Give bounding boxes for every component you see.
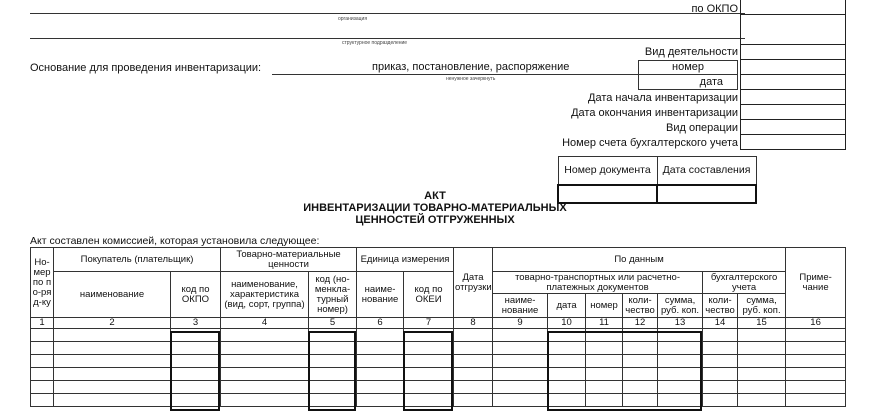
table-cell[interactable] [703,394,738,407]
table-cell[interactable] [221,329,309,342]
table-cell[interactable] [221,394,309,407]
table-cell[interactable] [404,381,454,394]
table-cell[interactable] [586,355,623,368]
table-cell[interactable] [357,381,404,394]
table-cell[interactable] [658,381,703,394]
table-cell[interactable] [171,381,221,394]
doc-number-header: Номер документа [558,157,657,185]
table-cell[interactable] [738,394,786,407]
table-cell[interactable] [31,368,54,381]
basis-caption: ненужное зачеркнуть [446,76,496,82]
table-cell[interactable] [586,381,623,394]
activity-label: Вид деятельности [644,46,738,58]
table-cell[interactable] [658,368,703,381]
table-cell[interactable] [738,329,786,342]
table-cell[interactable] [623,394,658,407]
table-cell[interactable] [54,342,171,355]
col-num: 5 [309,318,357,329]
column-number-row [31,318,846,329]
table-cell[interactable] [493,381,548,394]
header-goods-name: наименование, характеристика (вид, сорт, группа) [221,272,309,318]
header-note: Приме-чание [786,248,846,318]
col-num: 9 [493,318,548,329]
table-cell[interactable] [54,368,171,381]
basis-line [272,74,638,75]
header-t-date: дата [548,294,586,318]
table-cell[interactable] [357,368,404,381]
header-unit: Единица измерения [357,248,454,272]
document-title [0,190,870,226]
table-cell[interactable] [404,368,454,381]
table-cell[interactable] [309,355,357,368]
table-cell[interactable] [357,355,404,368]
table-cell[interactable] [357,342,404,355]
table-cell[interactable] [658,329,703,342]
table-cell[interactable] [493,355,548,368]
table-cell[interactable] [623,342,658,355]
col-num: 8 [454,318,493,329]
table-cell[interactable] [703,355,738,368]
table-row [31,342,846,355]
table-cell[interactable] [357,329,404,342]
table-cell[interactable] [454,368,493,381]
table-row [31,329,846,342]
table-cell[interactable] [548,355,586,368]
table-cell[interactable] [786,329,846,342]
table-cell[interactable] [31,355,54,368]
col-num: 13 [658,318,703,329]
table-cell[interactable] [31,394,54,407]
unit-caption: структурное подразделение [342,40,408,46]
table-cell[interactable] [309,394,357,407]
table-cell[interactable] [786,355,846,368]
table-cell[interactable] [623,355,658,368]
table-cell[interactable] [221,342,309,355]
table-cell[interactable] [786,394,846,407]
table-cell[interactable] [221,368,309,381]
table-cell[interactable] [548,329,586,342]
header-buyer-name: наименование [54,272,171,318]
organization-caption: организация [338,16,368,22]
title-line-1: АКТ [424,190,446,202]
okpo-code-box-2[interactable] [740,15,846,45]
table-cell[interactable] [703,329,738,342]
header-buyer: Покупатель (плательщик) [54,248,221,272]
col-num: 6 [357,318,404,329]
account-number-label: Номер счета бухгалтерского учета [562,137,738,149]
table-cell[interactable] [548,368,586,381]
table-cell[interactable] [703,342,738,355]
table-cell[interactable] [171,342,221,355]
header-goods: Товарно-материальные ценности [221,248,357,272]
header-t-name: наиме-нование [493,294,548,318]
header-goods-code: код (но-менкла-турный номер) [309,272,357,318]
table-cell[interactable] [221,381,309,394]
inventory-table [30,247,846,407]
operation-label: Вид операции [666,122,738,134]
basis-value: приказ, постановление, распоряжение [372,61,570,73]
col-num: 7 [404,318,454,329]
okpo-code-box[interactable] [740,0,846,15]
table-cell[interactable] [586,368,623,381]
activity-code-box[interactable] [740,45,846,60]
number-label: номер [638,60,738,75]
end-date-label: Дата окончания инвентаризации [571,107,738,119]
operation-box[interactable] [740,120,846,135]
account-box[interactable] [740,135,846,150]
table-cell[interactable] [454,342,493,355]
table-cell[interactable] [54,355,171,368]
header-a-qty: коли-чество [703,294,738,318]
header-accounting: бухгалтерского учета [703,272,786,294]
table-cell[interactable] [493,394,548,407]
header-row-number: Но-мер по по-ряд-ку [31,248,54,318]
col-num: 2 [54,318,171,329]
header-buyer-okpo: код по ОКПО [171,272,221,318]
header-ship-date: Дата отгрузки [454,248,493,318]
table-cell[interactable] [493,329,548,342]
table-cell[interactable] [31,342,54,355]
col-num: 15 [738,318,786,329]
table-cell[interactable] [493,342,548,355]
table-cell[interactable] [31,381,54,394]
table-cell[interactable] [454,355,493,368]
title-line-3: ЦЕННОСТЕЙ ОТГРУЖЕННЫХ [355,214,515,226]
table-cell[interactable] [623,329,658,342]
date-label: дата [638,75,738,90]
start-date-label: Дата начала инвентаризации [588,92,738,104]
table-cell[interactable] [404,394,454,407]
table-cell[interactable] [309,342,357,355]
col-num: 10 [548,318,586,329]
header-a-sum: сумма, руб. коп. [738,294,786,318]
table-cell[interactable] [54,329,171,342]
table-cell[interactable] [586,394,623,407]
commission-text: Акт составлен комиссией, которая установила следующее: [30,235,320,247]
table-cell[interactable] [404,342,454,355]
table-cell[interactable] [171,329,221,342]
table-row [31,381,846,394]
organization-line [30,13,745,14]
title-line-2: ИНВЕНТАРИЗАЦИИ ТОВАРНО-МАТЕРИАЛЬНЫХ [303,202,567,214]
table-cell[interactable] [586,329,623,342]
table-cell[interactable] [786,381,846,394]
header-unit-name: наиме-нование [357,272,404,318]
table-cell[interactable] [54,394,171,407]
header-transport-docs: товарно-транспортных или расчетно-платежных документов [493,272,703,294]
col-num: 4 [221,318,309,329]
table-cell[interactable] [548,381,586,394]
okpo-label: по ОКПО [691,3,738,15]
table-cell[interactable] [454,394,493,407]
header-t-number: номер [586,294,623,318]
col-num: 12 [623,318,658,329]
col-num: 16 [786,318,846,329]
table-cell[interactable] [703,381,738,394]
table-body [31,329,846,407]
table-cell[interactable] [738,342,786,355]
col-num: 1 [31,318,54,329]
table-cell[interactable] [171,355,221,368]
table-cell[interactable] [454,381,493,394]
header-t-sum: сумма, руб. коп. [658,294,703,318]
table-row [31,394,846,407]
table-cell[interactable] [54,381,171,394]
table-cell[interactable] [786,342,846,355]
table-cell[interactable] [548,342,586,355]
table-cell[interactable] [623,381,658,394]
table-cell[interactable] [454,329,493,342]
unit-line [30,38,745,39]
table-cell[interactable] [309,381,357,394]
header-unit-okei: код по ОКЕИ [404,272,454,318]
table-cell[interactable] [658,394,703,407]
col-num: 14 [703,318,738,329]
table-cell[interactable] [658,355,703,368]
end-date-box[interactable] [740,105,846,120]
basis-label: Основание для проведения инвентаризации: [30,62,262,74]
table-cell[interactable] [493,368,548,381]
number-code-box[interactable] [740,60,846,75]
start-date-box[interactable] [740,90,846,105]
doc-date-header: Дата составления [657,157,756,185]
table-cell[interactable] [404,329,454,342]
table-cell[interactable] [738,355,786,368]
table-cell[interactable] [586,342,623,355]
col-num: 3 [171,318,221,329]
table-cell[interactable] [31,329,54,342]
table-cell[interactable] [703,368,738,381]
table-cell[interactable] [738,381,786,394]
header-by-data: По данным [493,248,786,272]
table-cell[interactable] [171,368,221,381]
table-cell[interactable] [357,394,404,407]
table-cell[interactable] [786,368,846,381]
table-row [31,355,846,368]
table-cell[interactable] [658,342,703,355]
table-cell[interactable] [309,329,357,342]
table-cell[interactable] [738,368,786,381]
table-cell[interactable] [171,394,221,407]
table-cell[interactable] [623,368,658,381]
col-num: 11 [586,318,623,329]
table-cell[interactable] [548,394,586,407]
header-t-qty: коли-чество [623,294,658,318]
table-row [31,368,846,381]
date-code-box[interactable] [740,75,846,90]
table-cell[interactable] [309,368,357,381]
table-cell[interactable] [221,355,309,368]
table-cell[interactable] [404,355,454,368]
